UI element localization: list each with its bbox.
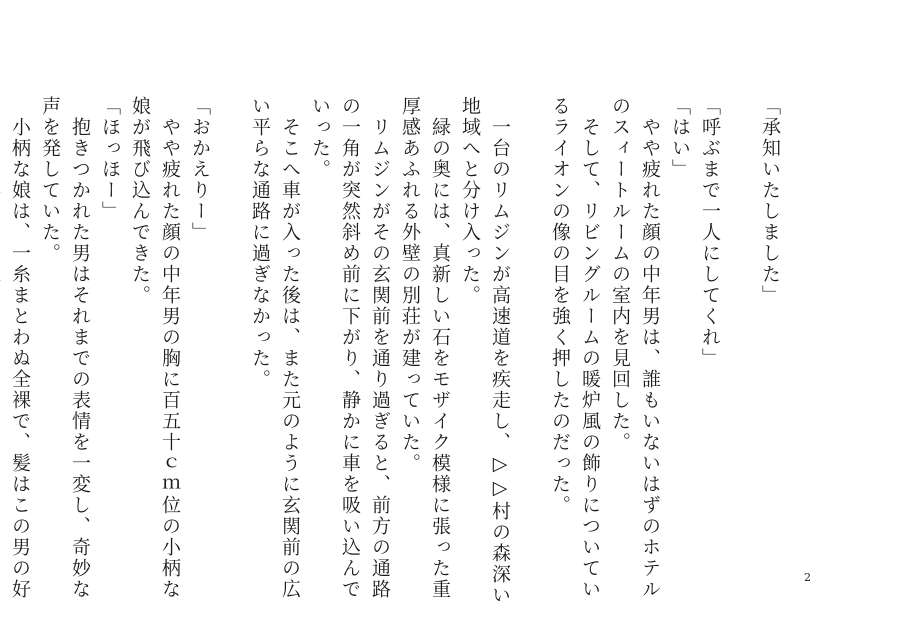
text-line: 「おかえりー」	[189, 96, 211, 243]
text-line: 緑の奥には、真新しい石をモザイク模様に張った重	[429, 96, 451, 600]
text-line: 「ほっほー」	[99, 96, 121, 222]
text-line: 「承知いたしました」	[759, 96, 781, 306]
text-line: るライオンの像の目を強く押したのだった。	[549, 96, 571, 516]
text-line: 抱きつかれた男はそれまでの表情を一変し、奇妙な	[69, 96, 91, 600]
paragraph-gap	[725, 96, 755, 496]
text-line: リムジンがその玄関前を通り過ぎると、前方の通路	[369, 96, 391, 600]
text-line: そこへ車が入った後は、また元のように玄関前の広	[279, 96, 301, 600]
text-line: 地域へと分け入った。	[459, 96, 481, 306]
text-line: 「はい」	[669, 96, 691, 180]
text-line: 一台のリムジンが高速道を疾走し、▷▷村の森深い	[489, 96, 511, 606]
text-line: やや疲れた顔の中年男の胸に百五十ｃｍ位の小柄な	[159, 96, 181, 600]
text-line: 声を発していた。	[39, 96, 61, 264]
text-line: やや疲れた顔の中年男は、誰もいないはずのホテル	[639, 96, 661, 600]
text-line: い平らな通路に過ぎなかった。	[249, 96, 271, 390]
page-number: 2	[804, 571, 811, 584]
text-line: 娘が飛び込んできた。	[129, 96, 151, 306]
vertical-text-body	[0, 96, 785, 606]
text-line: 「呼ぶまで一人にしてくれ」	[699, 96, 721, 369]
text-line: 厚感あふれる外壁の別荘が建っていた。	[399, 96, 421, 474]
text-line	[0, 96, 5, 496]
paragraph-gap	[515, 96, 545, 496]
text-line: 小柄な娘は、一糸まとわぬ全裸で、髪はこの男の好	[9, 96, 31, 600]
text-line: の一角が突然斜め前に下がり、静かに車を吸い込んで	[339, 96, 361, 600]
text-line: のスィートルームの室内を見回した。	[609, 96, 631, 453]
text-line: そして、リビングルームの暖炉風の飾りについてい	[579, 96, 601, 600]
text-line: いった。	[309, 96, 331, 180]
paragraph-gap	[215, 96, 245, 496]
